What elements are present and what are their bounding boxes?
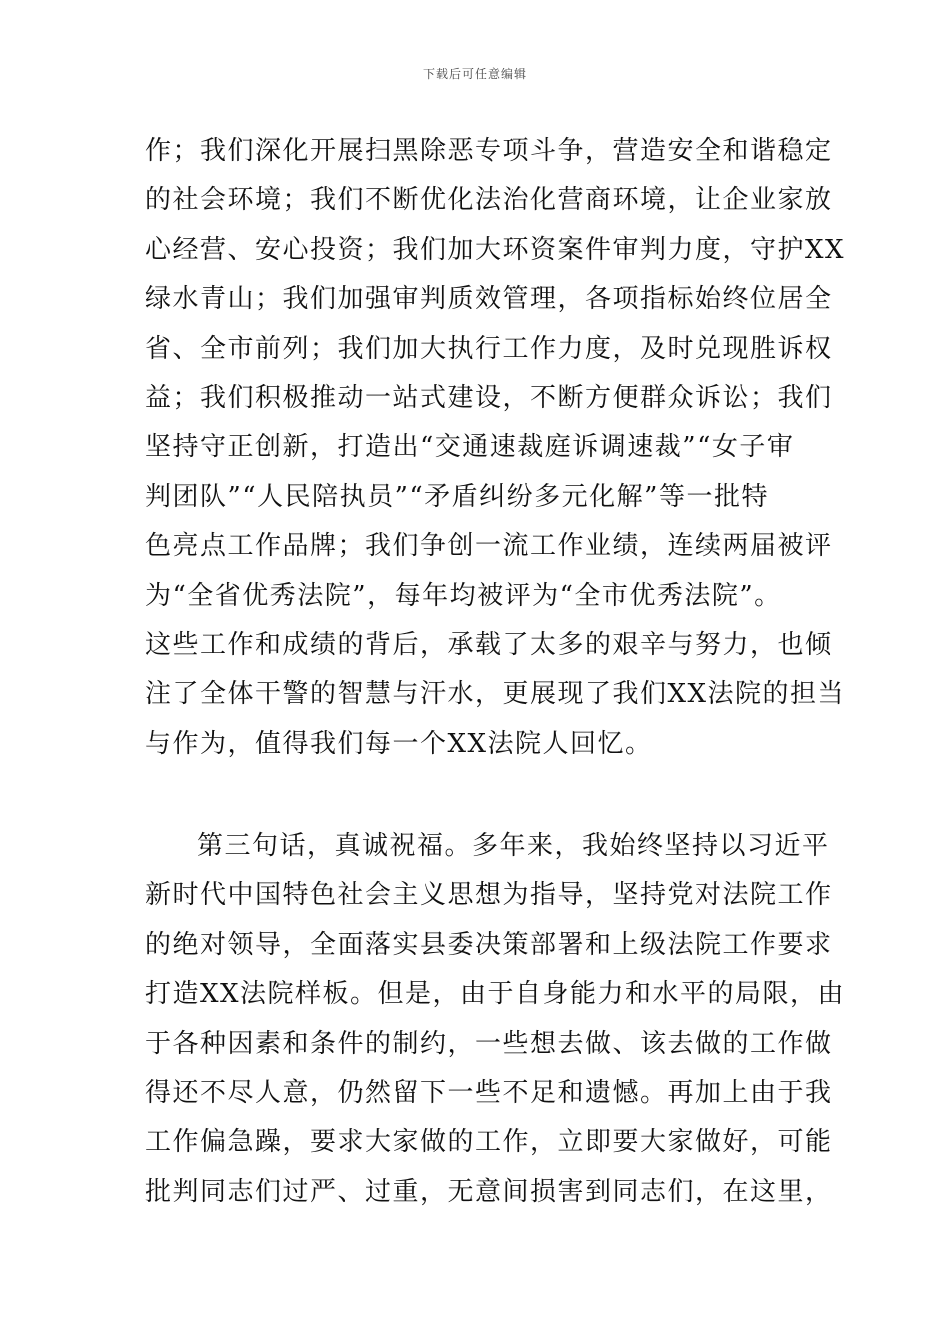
page-header-note: 下载后可任意编辑 <box>422 67 527 81</box>
text-line: 于各种因素和条件的制约，一些想去做、该去做的工作做 <box>145 1028 833 1059</box>
text-line: 坚持守正创新，打造出“交通速裁庭诉调速裁”“女子审 <box>145 432 795 463</box>
text-line: 的社会环境；我们不断优化法治化营商环境，让企业家放 <box>145 185 833 216</box>
text-line: 色亮点工作品牌；我们争创一流工作业绩，连续两届被评 <box>145 531 833 562</box>
text-line: 的绝对领导，全面落实县委决策部署和上级法院工作要求 <box>145 929 833 960</box>
text-line: 新时代中国特色社会主义思想为指导，坚持党对法院工作 <box>145 880 833 911</box>
text-line: 为“全省优秀法院”，每年均被评为“全市优秀法院”。 <box>145 580 782 611</box>
text-line: 打造XX法院样板。但是，由于自身能力和水平的局限，由 <box>145 979 846 1010</box>
text-line: 作；我们深化开展扫黑除恶专项斗争，营造安全和谐稳定 <box>145 136 833 166</box>
text-line: 得还不尽人意，仍然留下一些不足和遗憾。再加上由于我 <box>145 1077 833 1108</box>
text-line: 绿水青山；我们加强审判质效管理，各项指标始终位居全 <box>145 284 833 315</box>
text-line: 与作为，值得我们每一个XX法院人回忆。 <box>145 728 653 759</box>
paragraph-1 <box>145 127 846 769</box>
text-line: 判团队”“人民陪执员”“矛盾纠纷多元化解”等一批特 <box>145 481 769 512</box>
text-line: 这些工作和成绩的背后，承载了太多的艰辛与努力，也倾 <box>145 629 833 660</box>
text-line: 工作偏急躁，要求大家做的工作，立即要大家做好，可能 <box>145 1127 833 1158</box>
text-line: 批判同志们过严、过重，无意间损害到同志们，在这里， <box>145 1176 833 1207</box>
text-line: 注了全体干警的智慧与汗水，更展现了我们XX法院的担当 <box>145 679 846 710</box>
text-line: 省、全市前列；我们加大执行工作力度，及时兑现胜诉权 <box>145 333 833 364</box>
text-line: 心经营、安心投资；我们加大环资案件审判力度，守护XX <box>145 234 846 265</box>
text-line: 益；我们积极推动一站式建设，不断方便群众诉讼；我们 <box>145 382 833 413</box>
paragraph-2 <box>145 822 846 1217</box>
text-line-indented: 第三句话，真诚祝福。多年来，我始终坚持以习近平 <box>197 831 830 861</box>
